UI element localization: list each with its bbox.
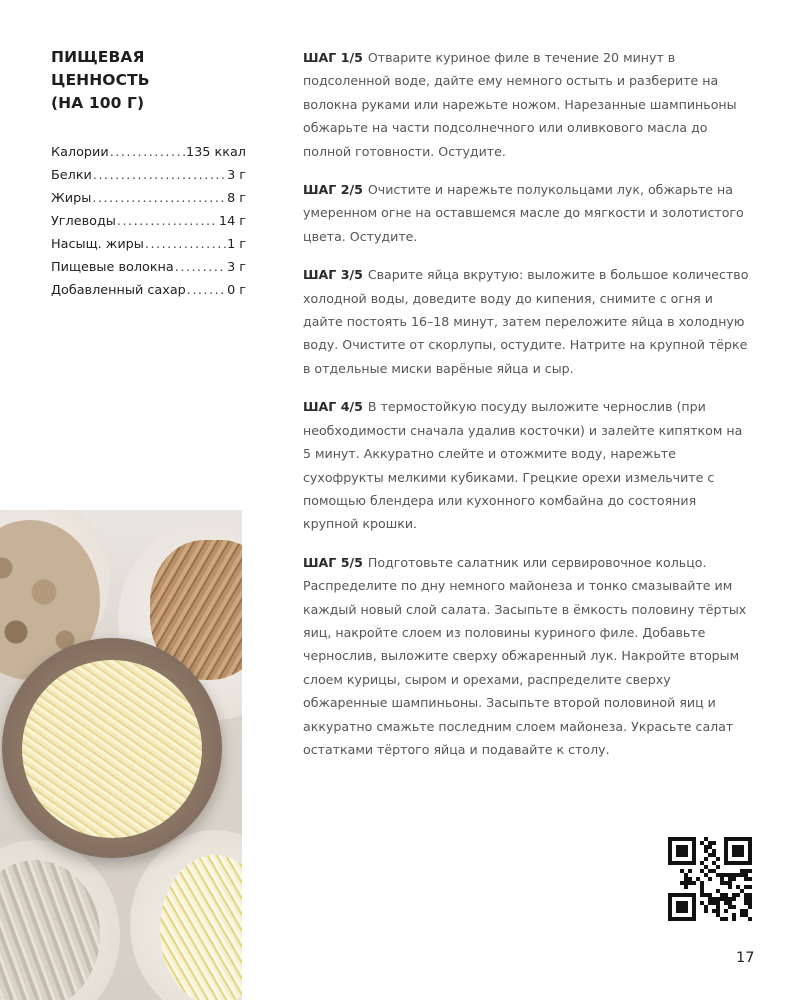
nutrition-label: Пищевые волокна: [51, 260, 174, 275]
nutrition-title-line1: ПИЩЕВАЯ ЦЕННОСТЬ: [51, 48, 150, 89]
nutrition-value: 135 ккал: [186, 145, 246, 160]
step-text: В термостойкую посуду выложите чернослив (при необходимости сначала удалив косточки) и залейте кипятком на 5 минут. Аккуратно слейте и отожмите воду, нарежьте сухофрукты мелкими кубиками. Грецкие орехи измельчите с помощью блендера или кухонного комбайна до состояния крупной крошки.: [303, 399, 743, 532]
step-title: ШАГ 3/5: [303, 267, 363, 283]
step-title: ШАГ 5/5: [303, 554, 363, 570]
nutrition-row-saturated-fat: [51, 233, 246, 256]
leader-dots: [110, 141, 185, 164]
nutrition-value: 0 г: [227, 283, 246, 298]
leader-dots: [187, 279, 226, 302]
step-text: Очистите и нарежьте полукольцами лук, обжарьте на умеренном огне на оставшемся масле до мягкости и золотистого цвета. Остудите.: [303, 182, 744, 244]
nutrition-value: 8 г: [227, 191, 246, 206]
step-text: Сварите яйца вкрутую: выложите в большое количество холодной воды, доведите воду до кипения, снимите с огня и дайте постоять 16–18 минут, затем переложите яйца в холодную воду. Очистите от скорлупы, остудите. Натрите на крупной тёрке в отдельные миски варёные яйца и сыр.: [303, 267, 749, 376]
step-1: [303, 46, 753, 163]
nutrition-value: 3 г: [227, 168, 246, 183]
step-4: [303, 395, 753, 535]
nutrition-label: Калории: [51, 145, 109, 160]
leader-dots: [117, 210, 218, 233]
step-3: [303, 263, 753, 380]
step-5: [303, 551, 753, 762]
nutrition-title: [51, 46, 246, 115]
nutrition-value: 14 г: [218, 214, 246, 229]
nutrition-label: Добавленный сахар: [51, 283, 186, 298]
salad-ingredients-photo: [0, 510, 242, 1000]
nutrition-label: Белки: [51, 168, 92, 183]
grated-cheese: [22, 660, 202, 838]
step-title: ШАГ 4/5: [303, 399, 363, 415]
step-title: ШАГ 2/5: [303, 182, 363, 198]
nutrition-label: Углеводы: [51, 214, 116, 229]
nutrition-label: Жиры: [51, 191, 92, 206]
nutrition-label: Насыщ. жиры: [51, 237, 144, 252]
page-number: 17: [736, 950, 755, 966]
nutrition-row-added-sugar: [51, 279, 246, 302]
step-2: [303, 178, 753, 248]
recipe-steps: [303, 46, 753, 776]
leader-dots: [93, 164, 226, 187]
nutrition-row-carbs: [51, 210, 246, 233]
nutrition-value: 1 г: [227, 237, 246, 252]
nutrition-row-calories: [51, 141, 246, 164]
nutrition-row-fat: [51, 187, 246, 210]
leader-dots: [145, 233, 226, 256]
nutrition-row-protein: [51, 164, 246, 187]
nutrition-facts: [51, 46, 246, 302]
nutrition-row-fiber: [51, 256, 246, 279]
nutrition-value: 3 г: [227, 260, 246, 275]
qr-module: [748, 917, 752, 921]
step-text: Отварите куриное филе в течение 20 минут в подсоленной воде, дайте ему немного остыть и разберите на волокна руками или нарежьте ножом. Нарезанные шампиньоны обжарьте на части подсолнечного или оливкового масла до полной готовности. Остудите.: [303, 50, 737, 159]
qr-code[interactable]: [668, 837, 752, 921]
step-title: ШАГ 1/5: [303, 50, 363, 65]
nutrition-title-line2: (НА 100 Г): [51, 94, 145, 112]
leader-dots: [175, 256, 226, 279]
leader-dots: [92, 187, 226, 210]
step-text: Подготовьте салатник или сервировочное кольцо. Распределите по дну немного майонеза и тонко смазывайте им каждый новый слой салата. Засыпьте в ёмкость половину тёртых яиц, накройте слоем из половины куриного филе. Добавьте чернослив, выложите сверху обжаренный лук. Накройте вторым слоем курицы, сыром и орехами, распределите сверху обжаренные шампиньоны. Засыпьте второй половиной яиц и аккуратно смажьте последним слоем майонеза. Украсьте салат остатками тёртого яйца и подавайте к столу.: [303, 554, 747, 757]
